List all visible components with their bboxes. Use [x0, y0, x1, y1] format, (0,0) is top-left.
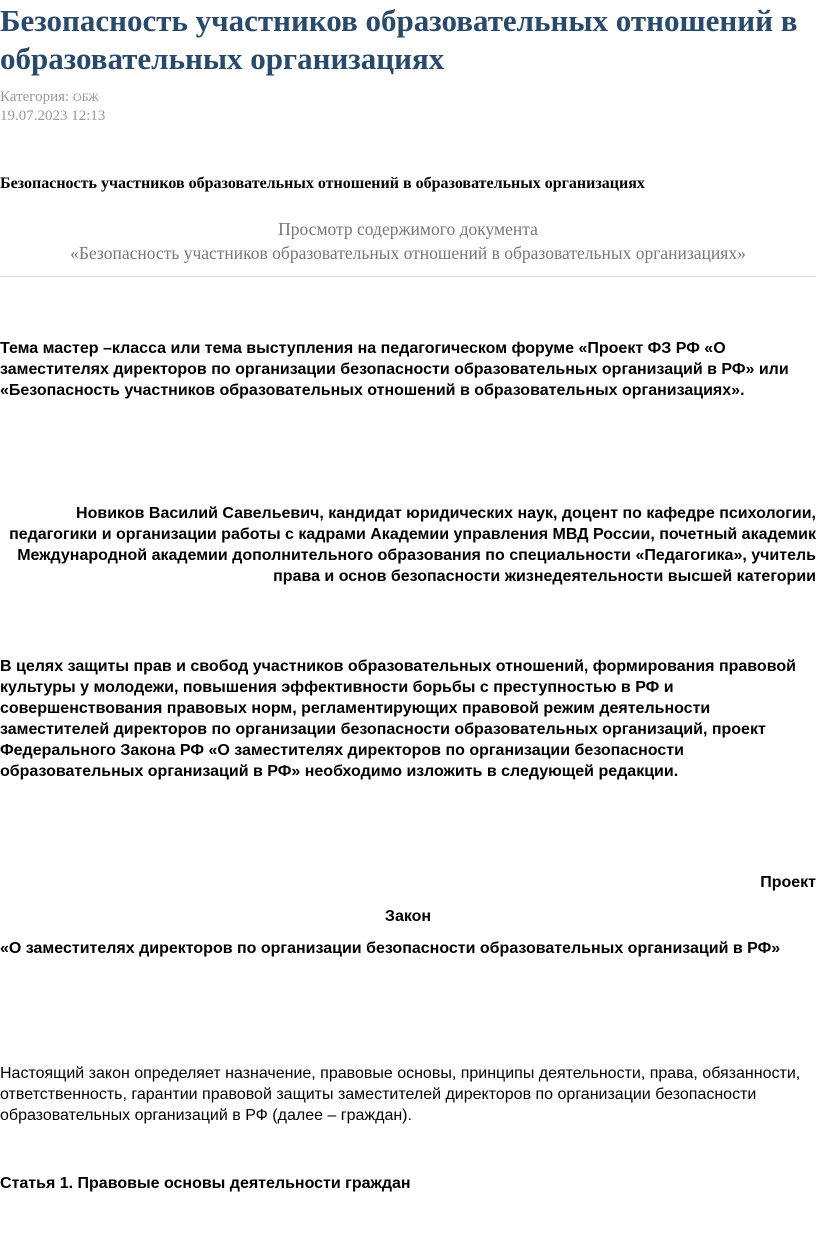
law-name: «О заместителях директоров по организации безопасности образовательных организаций в РФ» [0, 940, 781, 957]
article-meta [0, 88, 105, 126]
preview-caption: Просмотр содержимого документа [278, 219, 538, 239]
publish-datetime: 19.07.2023 12:13 [0, 108, 106, 124]
document-preview-header [0, 217, 816, 265]
preview-divider [0, 276, 816, 277]
article-subtitle: Безопасность участников образовательных отношений в образовательных организациях [0, 175, 645, 192]
author-paragraph: Новиков Василий Савельевич, кандидат юридических наук, доцент по кафедре психологии, педагогики и организации работы с кадрами Академии управления МВД России, почетный академик Международной академии дополнительного образования по специальности «Педагогика», учитель права и основ безопасности жизнедеятельности высшей категории [9, 505, 816, 585]
category-label: Категория: [0, 89, 70, 105]
category-value[interactable]: ОБЖ [72, 90, 99, 104]
page-title: Безопасность участников образовательных отношений в образовательных организациях [0, 3, 798, 76]
law-label: Закон [384, 908, 432, 925]
project-label: Проект [760, 874, 816, 891]
article-1-heading: Статья 1. Правовые основы деятельности граждан [0, 1175, 411, 1192]
intro-paragraph: В целях защиты прав и свобод участников образовательных отношений, формирования правовой культуры у молодежи, повышения эффективности борьбы с преступностью в РФ и совершенствования правовых норм, регламентирующих правовой режим деятельности заместителей директоров по организации безопасности образовательных организаций, проект Федерального Закона РФ «О заместителях директоров по организации безопасности образовательных организаций в РФ» необходимо изложить в следующей редакции. [0, 658, 796, 780]
category-line [0, 88, 105, 107]
theme-paragraph: Тема мастер –класса или тема выступления на педагогическом форуме «Проект ФЗ РФ «О заместителях директоров по организации безопасности образовательных организаций в РФ» или «Безопасность участников образовательных отношений в образовательных организациях». [0, 340, 789, 399]
preview-document-name: «Безопасность участников образовательных отношений в образовательных организациях» [70, 243, 746, 263]
scope-paragraph: Настоящий закон определяет назначение, правовые основы, принципы деятельности, права, обязанности, ответственность, гарантии правовой защиты заместителей директоров по организации безопасности образовательных организаций в РФ (далее – граждан). [0, 1065, 801, 1124]
